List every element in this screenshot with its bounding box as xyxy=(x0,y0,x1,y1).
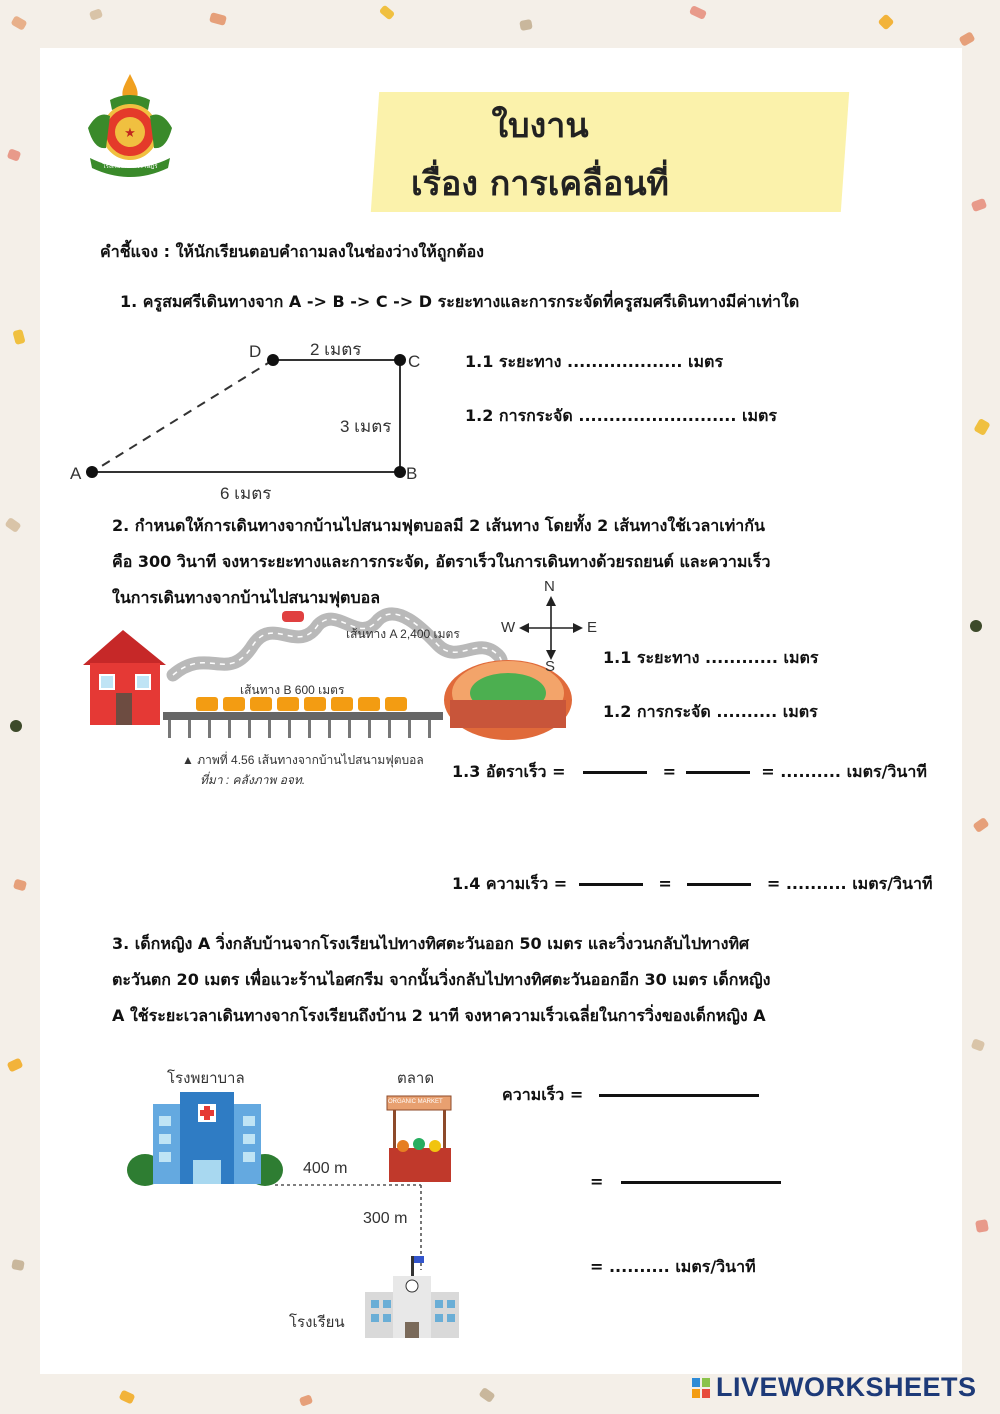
market-sign: ORGANIC MARKET xyxy=(388,1099,443,1105)
title-line-1: ใบงาน xyxy=(491,106,589,146)
q2-speed-row xyxy=(452,760,927,785)
logo-ribbon-text: โรงเรียนมนตร์ราษฎร์ xyxy=(102,163,158,170)
figure-source: ที่มา : คลังภาพ อจท. xyxy=(200,773,306,787)
question-2-line-3: ในการเดินทางจากบ้านไปสนามฟุตบอล xyxy=(112,588,381,607)
velocity-result: = .......... เมตร/วินาที xyxy=(766,874,933,893)
school-building xyxy=(365,1256,459,1338)
speed-label: 1.3 อัตราเร็ว = xyxy=(452,762,566,781)
speed-blank-2[interactable] xyxy=(686,771,750,774)
compass-n: N xyxy=(544,578,555,595)
question-2-line-1: 2. กำหนดให้การเดินทางจากบ้านไปสนามฟุตบอลมี 2 เส้นทาง โดยทั้ง 2 เส้นทางใช้เวลาเท่ากัน xyxy=(112,516,765,535)
q3-second-row xyxy=(590,1172,781,1191)
velocity-blank-2[interactable] xyxy=(687,883,751,886)
q3-equals: = xyxy=(590,1172,604,1191)
route-b-label: เส้นทาง B 600 เมตร xyxy=(240,683,345,697)
market-label: ตลาด xyxy=(397,1070,435,1087)
bottom-distance-label: 6 เมตร xyxy=(220,484,272,503)
q3-result[interactable]: = .......... เมตร/วินาที xyxy=(590,1257,756,1276)
q1-answer-displacement[interactable]: 1.2 การกระจัด .......................... เมตร xyxy=(465,406,777,425)
q3-blank-1[interactable] xyxy=(599,1094,759,1097)
liveworksheets-logo-icon xyxy=(692,1378,710,1398)
speed-equals: = xyxy=(662,762,677,781)
q2-answer-distance[interactable]: 1.1 ระยะทาง ............ เมตร xyxy=(603,648,819,667)
q2-velocity-row xyxy=(452,872,933,897)
horizontal-distance-label: 400 m xyxy=(303,1160,348,1177)
question-3-line-2: ตะวันตก 20 เมตร เพื่อแวะร้านไอศกรีม จากนั้นวิ่งกลับไปทางทิศตะวันออกอีก 30 เมตร เด็กหญิง xyxy=(112,970,771,989)
school-logo xyxy=(80,70,180,182)
liveworksheets-brand[interactable]: LIVEWORKSHEETS xyxy=(716,1372,977,1402)
q2-answer-displacement[interactable]: 1.2 การกระจัด .......... เมตร xyxy=(603,702,818,721)
figure-caption: ▲ ภาพที่ 4.56 เส้นทางจากบ้านไปสนามฟุตบอล xyxy=(182,753,424,767)
compass-s: S xyxy=(545,658,556,675)
question-3-line-3: A ใช้ระยะเวลาเดินทางจากโรงเรียนถึงบ้าน 2 นาที จงหาความเร็วเฉลี่ยในการวิ่งของเด็กหญิง A xyxy=(112,1006,766,1025)
q3-velocity-label: ความเร็ว = xyxy=(502,1085,584,1104)
right-distance-label: 3 เมตร xyxy=(340,417,392,436)
compass-rose xyxy=(501,578,598,675)
point-b-label: B xyxy=(406,464,418,483)
q1-answer-distance[interactable]: 1.1 ระยะทาง ................... เมตร xyxy=(465,352,724,371)
compass-w: W xyxy=(501,619,516,636)
point-d-label: D xyxy=(249,342,262,361)
question-3-line-1: 3. เด็กหญิง A วิ่งกลับบ้านจากโรงเรียนไปทางทิศตะวันออก 50 เมตร และวิ่งวนกลับไปทางทิศ xyxy=(112,934,750,953)
velocity-blank-1[interactable] xyxy=(579,883,643,886)
q3-map xyxy=(125,1060,485,1345)
speed-blank-1[interactable] xyxy=(583,771,647,774)
velocity-equals: = xyxy=(658,874,672,893)
q1-diagram xyxy=(70,330,440,505)
velocity-label: 1.4 ความเร็ว = xyxy=(452,874,568,893)
compass-e: E xyxy=(587,619,598,636)
speed-result: = .......... เมตร/วินาที xyxy=(761,762,927,781)
vertical-distance-label: 300 m xyxy=(363,1210,408,1227)
q3-velocity-row xyxy=(502,1083,759,1108)
svg-text:★: ★ xyxy=(124,126,136,141)
market-stall xyxy=(387,1096,451,1182)
question-1-text: 1. ครูสมศรีเดินทางจาก A -> B -> C -> D ระยะทางและการกระจัดที่ครูสมศรีเดินทางมีค่าเท่าใด xyxy=(120,292,800,311)
q3-blank-2[interactable] xyxy=(621,1181,781,1184)
point-c-label: C xyxy=(408,352,421,371)
top-distance-label: 2 เมตร xyxy=(310,340,362,359)
school-label: โรงเรียน xyxy=(289,1314,345,1331)
route-a-label: เส้นทาง A 2,400 เมตร xyxy=(346,627,460,641)
title-line-2: เรื่อง การเคลื่อนที่ xyxy=(411,164,669,204)
hospital-label: โรงพยาบาล xyxy=(167,1070,245,1087)
hospital-illustration xyxy=(127,1092,283,1186)
point-a-label: A xyxy=(70,464,82,483)
question-2-line-2: คือ 300 วินาที จงหาระยะทางและการกระจัด, อัตราเร็วในการเดินทางด้วยรถยนต์ และความเร็ว xyxy=(112,552,771,571)
instructions: คำชี้แจง : ให้นักเรียนตอบคำถามลงในช่องว่างให้ถูกต้อง xyxy=(100,242,484,261)
